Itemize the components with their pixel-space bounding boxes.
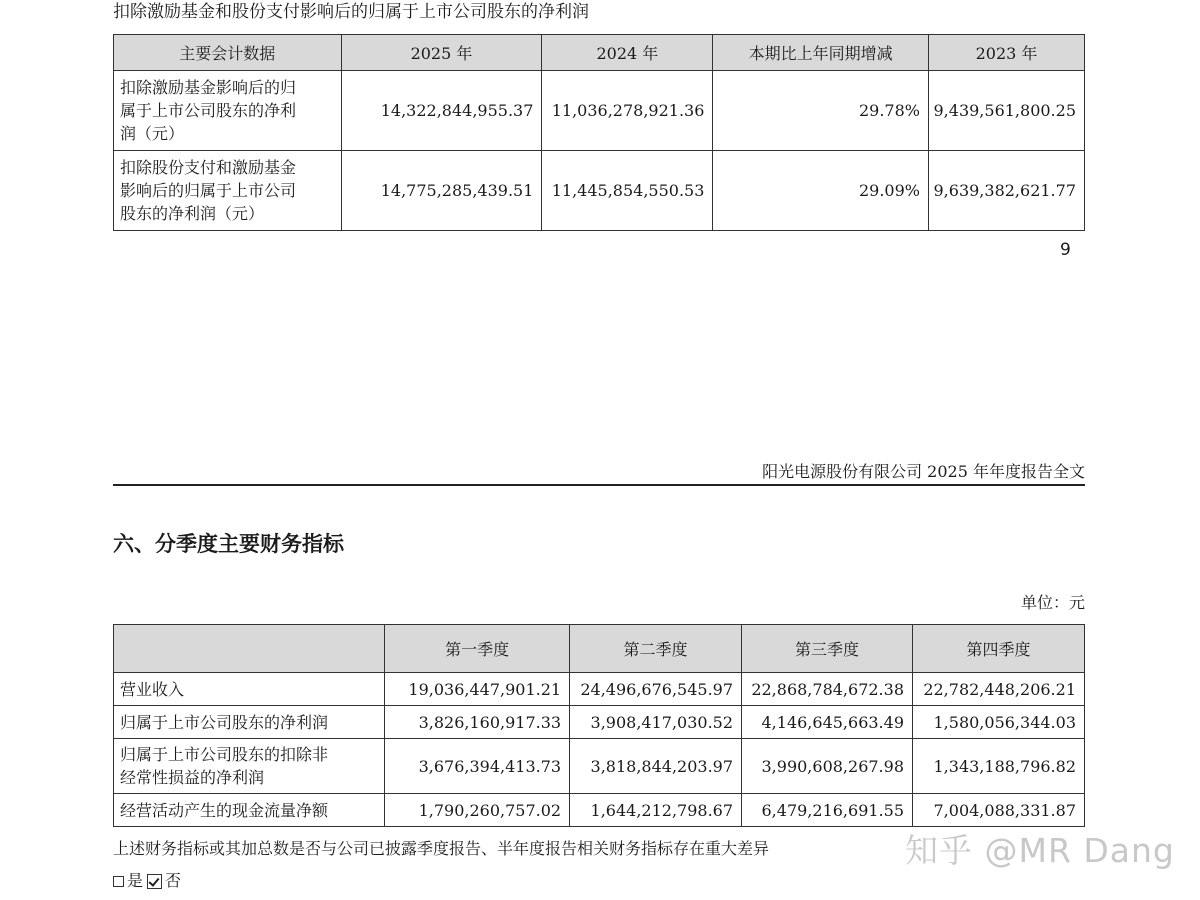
value-cell: 3,818,844,203.97: [570, 739, 742, 794]
header-cell: 第三季度: [742, 625, 913, 673]
quarterly-financials-table: [113, 624, 1085, 827]
yes-label: 是: [127, 871, 144, 890]
unchecked-box-icon: [113, 876, 124, 887]
section-title: 六、分季度主要财务指标: [113, 532, 344, 556]
value-cell: 22,782,448,206.21: [913, 673, 1085, 706]
page-number: 9: [1060, 240, 1071, 260]
row-label: 归属于上市公司股东的净利润: [114, 706, 385, 739]
value-cell: 11,036,278,921.36: [542, 71, 713, 151]
header-cell: 主要会计数据: [114, 35, 342, 71]
header-cell: 第二季度: [570, 625, 742, 673]
table1-caption: 扣除激励基金和股份支付影响后的归属于上市公司股东的净利润: [113, 2, 589, 22]
table-row: [114, 706, 1085, 739]
value-cell: 3,826,160,917.33: [385, 706, 570, 739]
header-cell: 第一季度: [385, 625, 570, 673]
table-row: [114, 71, 1085, 151]
header-cell: [114, 625, 385, 673]
value-cell: 1,343,188,796.82: [913, 739, 1085, 794]
value-cell: 3,990,608,267.98: [742, 739, 913, 794]
row-label: 扣除股份支付和激励基金 影响后的归属于上市公司 股东的净利润（元）: [114, 151, 342, 231]
value-cell: 14,322,844,955.37: [341, 71, 542, 151]
table-row: [114, 794, 1085, 827]
value-cell: 29.09%: [713, 151, 929, 231]
table-row: [114, 151, 1085, 231]
value-cell: 29.78%: [713, 71, 929, 151]
value-cell: 19,036,447,901.21: [385, 673, 570, 706]
no-label: 否: [165, 871, 182, 890]
row-label: 扣除激励基金影响后的归 属于上市公司股东的净利 润（元）: [114, 71, 342, 151]
value-cell: 14,775,285,439.51: [341, 151, 542, 231]
header-cell: 第四季度: [913, 625, 1085, 673]
row-label: 归属于上市公司股东的扣除非 经常性损益的净利润: [114, 739, 385, 794]
value-cell: 1,644,212,798.67: [570, 794, 742, 827]
value-cell: 9,439,561,800.25: [928, 71, 1084, 151]
running-header: 阳光电源股份有限公司 2025 年年度报告全文: [762, 462, 1085, 481]
value-cell: 22,868,784,672.38: [742, 673, 913, 706]
table-header-row: [114, 35, 1085, 71]
row-label: 经营活动产生的现金流量净额: [114, 794, 385, 827]
value-cell: 3,676,394,413.73: [385, 739, 570, 794]
table-header-row: [114, 625, 1085, 673]
unit-label: 单位：元: [1020, 593, 1085, 612]
header-rule: [113, 484, 1085, 486]
header-cell: 2025 年: [341, 35, 542, 71]
header-cell: 2024 年: [542, 35, 713, 71]
header-cell: 2023 年: [928, 35, 1084, 71]
row-label: 营业收入: [114, 673, 385, 706]
value-cell: 6,479,216,691.55: [742, 794, 913, 827]
disclosure-note: 上述财务指标或其加总数是否与公司已披露季度报告、半年度报告相关财务指标存在重大差异: [113, 839, 770, 858]
yes-no-choice: [113, 868, 181, 891]
annual-net-profit-table: [113, 34, 1085, 231]
value-cell: 4,146,645,663.49: [742, 706, 913, 739]
value-cell: 9,639,382,621.77: [928, 151, 1084, 231]
table-row: [114, 673, 1085, 706]
value-cell: 1,790,260,757.02: [385, 794, 570, 827]
value-cell: 24,496,676,545.97: [570, 673, 742, 706]
value-cell: 11,445,854,550.53: [542, 151, 713, 231]
header-cell: 本期比上年同期增减: [713, 35, 929, 71]
value-cell: 7,004,088,331.87: [913, 794, 1085, 827]
value-cell: 1,580,056,344.03: [913, 706, 1085, 739]
zhihu-watermark: 知乎 @MR Dang: [905, 831, 1175, 870]
table-row: [114, 739, 1085, 794]
checked-box-icon: [147, 874, 162, 889]
value-cell: 3,908,417,030.52: [570, 706, 742, 739]
